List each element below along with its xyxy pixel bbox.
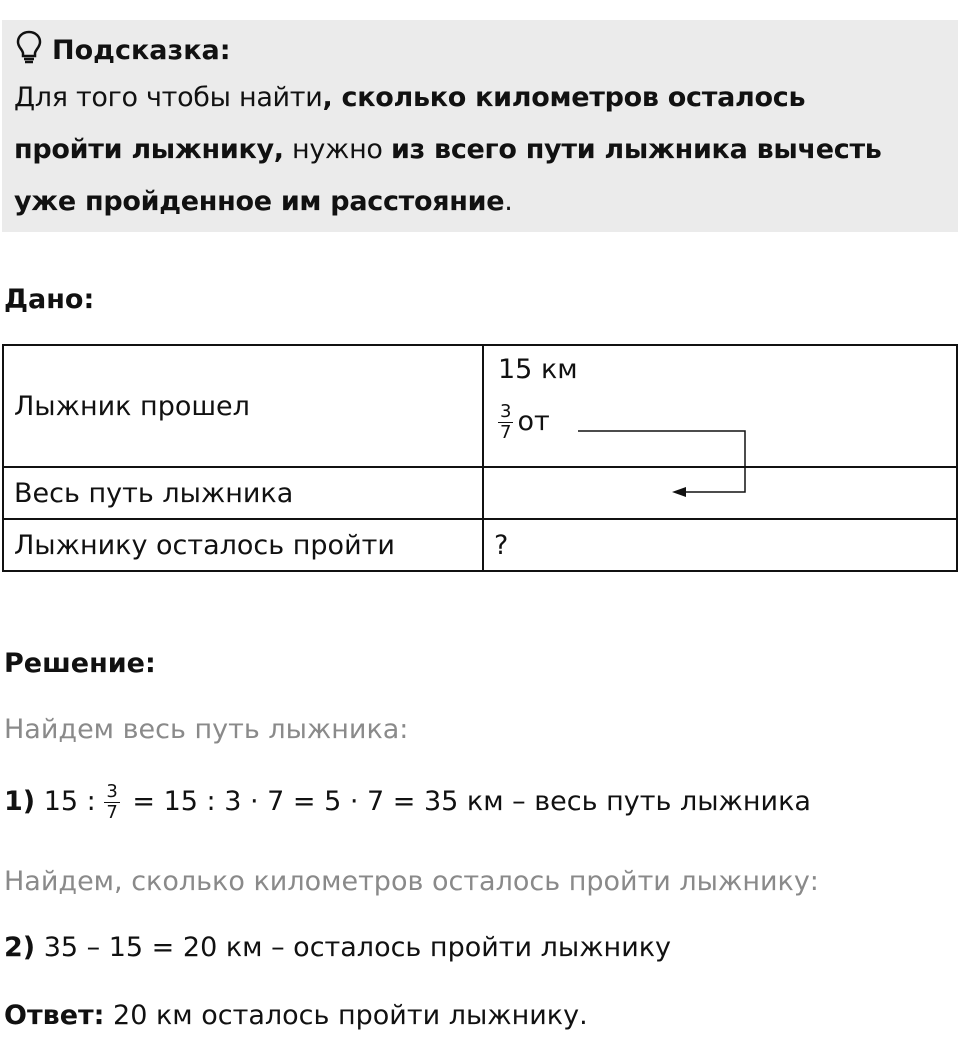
hint-text-part: Для того чтобы найти bbox=[14, 82, 323, 113]
fraction bbox=[498, 402, 513, 443]
table-row bbox=[3, 467, 957, 519]
hint-text-bold: , сколько километров осталось bbox=[322, 82, 806, 113]
answer-line bbox=[4, 1000, 588, 1031]
table-row bbox=[3, 345, 957, 467]
fraction-denominator: 7 bbox=[106, 802, 118, 823]
table-row bbox=[3, 519, 957, 571]
hint-text-bold: пройти лыжнику, bbox=[14, 134, 284, 165]
equation-part: = 15 : 3 · 7 = 5 · 7 = 35 км – весь путь лыжника bbox=[123, 786, 811, 817]
step1-equation bbox=[4, 782, 811, 823]
hint-text-part: нужно bbox=[283, 134, 391, 165]
lightbulb-icon bbox=[14, 29, 52, 72]
fraction-numerator: 3 bbox=[500, 401, 512, 422]
equation-part: 15 : bbox=[35, 786, 105, 817]
hint-text bbox=[14, 72, 944, 228]
fraction bbox=[104, 782, 119, 823]
table-cell-label: Весь путь лыжника bbox=[3, 467, 483, 519]
step-number: 2) bbox=[4, 932, 36, 963]
hint-box bbox=[2, 20, 958, 232]
step2-intro: Найдем, сколько километров осталось пройти лыжнику: bbox=[4, 866, 819, 897]
equation-part: 35 – 15 = 20 км – осталось пройти лыжнику bbox=[35, 932, 672, 963]
table-cell-value: ? bbox=[483, 519, 957, 571]
table-cell-label: Лыжник прошел bbox=[3, 345, 483, 467]
step-number: 1) bbox=[4, 786, 36, 817]
fraction-line bbox=[498, 402, 550, 443]
hint-text-bold: уже пройденное им расстояние bbox=[14, 186, 505, 217]
step2-equation bbox=[4, 932, 671, 963]
answer-label: Ответ: bbox=[4, 1000, 105, 1031]
hint-text-bold: из всего пути лыжника вычесть bbox=[390, 134, 882, 165]
table-cell-label: Лыжнику осталось пройти bbox=[3, 519, 483, 571]
given-table bbox=[2, 344, 958, 572]
step1-intro: Найдем весь путь лыжника: bbox=[4, 714, 409, 745]
solution-heading: Решение: bbox=[4, 648, 156, 679]
fraction-of-text: от bbox=[517, 406, 550, 437]
table-cell-value bbox=[483, 467, 957, 519]
hint-text-part: . bbox=[504, 186, 513, 217]
fraction-numerator: 3 bbox=[106, 781, 118, 802]
given-heading: Дано: bbox=[4, 284, 95, 315]
table-cell-value bbox=[483, 345, 957, 467]
answer-text: 20 км осталось пройти лыжнику. bbox=[104, 1000, 588, 1031]
fraction-denominator: 7 bbox=[500, 422, 512, 443]
hint-header bbox=[14, 30, 944, 70]
distance-value: 15 км bbox=[498, 354, 578, 385]
hint-title: Подсказка: bbox=[52, 34, 231, 66]
